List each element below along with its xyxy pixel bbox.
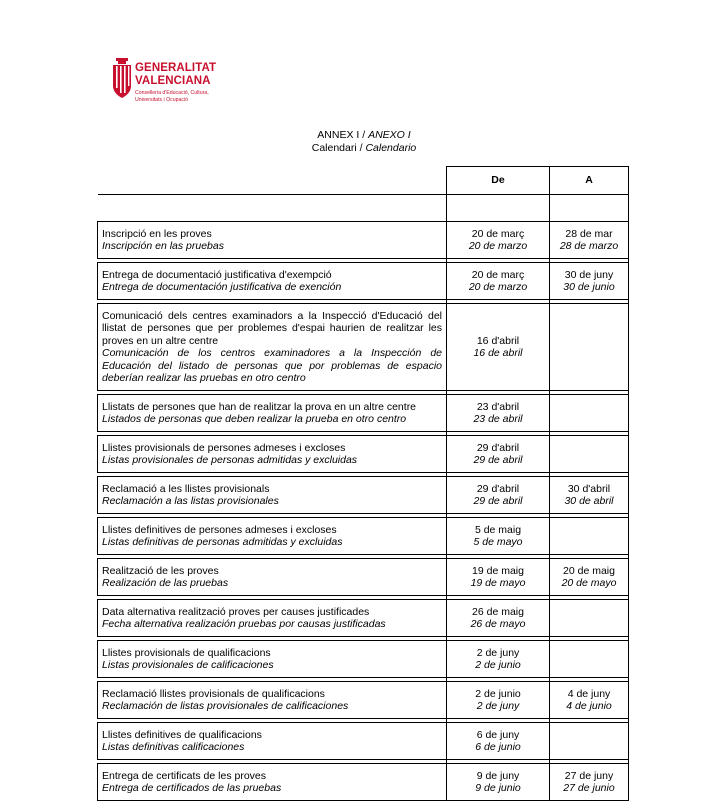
to-date-cell <box>550 395 629 432</box>
calendar-title: Calendari / Calendario <box>311 142 417 154</box>
activity-ca: Llistats de persones que han de realitzar la prova en un altre centre <box>102 400 417 413</box>
from-date-ca: 20 de març <box>471 268 525 281</box>
activity-ca: Data alternativa realització proves per causes justificades <box>102 605 370 618</box>
table-row <box>98 436 629 473</box>
from-date-ca: 29 d'abril <box>476 441 520 454</box>
to-date-cell <box>550 600 629 637</box>
activity-es: Listas provisionales de personas admitidas y excluidas <box>102 454 358 466</box>
table-header-row <box>98 167 629 195</box>
org-name: GENERALITAT VALENCIANA <box>135 62 217 87</box>
activity-cell <box>98 723 447 760</box>
to-date-ca: 27 de juny <box>564 769 614 782</box>
activity-es: Listas provisionales de calificaciones <box>102 659 274 671</box>
activity-es: Realización de las pruebas <box>102 577 229 589</box>
from-date-ca: 2 de juny <box>476 646 520 659</box>
activity-cell <box>98 600 447 637</box>
to-date-ca: 4 de juny <box>567 687 611 700</box>
from-date-ca: 19 de maig <box>472 564 524 577</box>
activity-cell <box>98 304 447 391</box>
to-date-cell <box>550 304 629 391</box>
table-row <box>98 600 629 637</box>
to-date-cell <box>550 436 629 473</box>
from-date-es: 29 de abril <box>473 454 523 466</box>
to-date-cell <box>550 477 629 514</box>
to-date-cell <box>550 222 629 259</box>
table-body <box>98 195 629 801</box>
from-date-cell <box>447 222 550 259</box>
to-date-es: 4 de junio <box>566 700 612 712</box>
table-row <box>98 682 629 719</box>
calendar-table <box>97 166 629 801</box>
activity-es: Listados de personas que deben realizar la prueba en otro centro <box>102 413 407 425</box>
table-row <box>98 263 629 300</box>
to-date-ca: 30 de juny <box>564 268 614 281</box>
from-date-cell <box>447 304 550 391</box>
to-date-ca: 30 d'abril <box>567 482 611 495</box>
row-spacer <box>98 195 629 222</box>
activity-ca: Realització de les proves <box>102 564 219 577</box>
activity-cell <box>98 263 447 300</box>
from-date-ca: 20 de març <box>471 227 525 240</box>
from-date-cell <box>447 263 550 300</box>
header-blank <box>98 167 447 195</box>
annex-title: ANNEX I / ANEXO I <box>317 129 411 141</box>
activity-cell <box>98 395 447 432</box>
from-date-cell <box>447 477 550 514</box>
table-row <box>98 477 629 514</box>
to-date-cell <box>550 723 629 760</box>
from-date-cell <box>447 436 550 473</box>
from-date-ca: 16 d'abril <box>476 334 520 347</box>
activity-ca: Entrega de documentació justificativa d'exempció <box>102 268 332 281</box>
from-date-es: 19 de mayo <box>470 577 526 589</box>
from-date-ca: 23 d'abril <box>476 400 520 413</box>
activity-es: Reclamación a las listas provisionales <box>102 495 279 507</box>
activity-es: Listas definitivas de personas admitidas y excluidas <box>102 536 343 548</box>
from-date-ca: 5 de maig <box>474 523 522 536</box>
activity-ca: Reclamació llistes provisionals de qualificacions <box>102 687 325 700</box>
from-date-ca: 26 de maig <box>472 605 524 618</box>
table-row <box>98 641 629 678</box>
activity-ca: Comunicació dels centres examinadors a la Inspecció d'Educació del llistat de persones que per problemes d'espai haurien de realitzar les proves en un altre centre <box>102 309 442 347</box>
activity-ca: Entrega de certificats de les proves <box>102 769 267 782</box>
from-date-cell <box>447 682 550 719</box>
from-date-es: 2 de juny <box>476 700 520 712</box>
from-date-es: 2 de junio <box>475 659 521 671</box>
from-date-es: 16 de abril <box>473 347 523 359</box>
table-row <box>98 395 629 432</box>
from-date-ca: 29 d'abril <box>476 482 520 495</box>
to-date-cell <box>550 764 629 801</box>
to-date-ca: 20 de maig <box>563 564 615 577</box>
from-date-es: 23 de abril <box>473 413 523 425</box>
activity-ca: Llistes provisionals de persones admeses i excloses <box>102 441 346 454</box>
table-row <box>98 518 629 555</box>
from-date-es: 26 de mayo <box>470 618 526 630</box>
to-date-es: 20 de mayo <box>561 577 617 589</box>
to-date-cell <box>550 682 629 719</box>
header-a: A <box>550 167 629 195</box>
activity-es: Comunicación de los centros examinadores a la Inspección de Educación del listado de personas que por problemas de espacio deberían realizar las pruebas en otro centro <box>102 347 442 384</box>
activity-cell <box>98 518 447 555</box>
from-date-ca: 9 de juny <box>476 769 520 782</box>
from-date-es: 29 de abril <box>473 495 523 507</box>
to-date-ca: 28 de mar <box>565 227 613 240</box>
from-date-cell <box>447 600 550 637</box>
from-date-cell <box>447 559 550 596</box>
activity-cell <box>98 477 447 514</box>
to-date-cell <box>550 641 629 678</box>
to-date-es: 28 de marzo <box>559 240 619 252</box>
table-row <box>98 304 629 391</box>
activity-ca: Llistes definitives de qualificacions <box>102 728 262 741</box>
from-date-cell <box>447 723 550 760</box>
from-date-cell <box>447 641 550 678</box>
activity-es: Fecha alternativa realización pruebas por causas justificadas <box>102 618 386 630</box>
department-name: Conselleria d'Educació, Cultura, Universitats i Ocupació <box>135 90 209 103</box>
activity-es: Listas definitivas calificaciones <box>102 741 245 753</box>
to-date-es: 27 de junio <box>563 782 615 794</box>
activity-cell <box>98 764 447 801</box>
activity-cell <box>98 641 447 678</box>
activity-es: Reclamación de listas provisionales de calificaciones <box>102 700 349 712</box>
to-date-cell <box>550 559 629 596</box>
from-date-cell <box>447 395 550 432</box>
table-row <box>98 723 629 760</box>
from-date-es: 20 de marzo <box>468 240 528 252</box>
activity-cell <box>98 436 447 473</box>
from-date-es: 20 de marzo <box>468 281 528 293</box>
to-date-cell <box>550 518 629 555</box>
from-date-es: 6 de junio <box>475 741 521 753</box>
from-date-cell <box>447 518 550 555</box>
activity-cell <box>98 682 447 719</box>
header-de: De <box>447 167 550 195</box>
from-date-ca: 6 de juny <box>476 728 520 741</box>
activity-ca: Llistes provisionals de qualificacions <box>102 646 271 659</box>
activity-ca: Inscripció en les proves <box>102 227 212 240</box>
to-date-cell <box>550 263 629 300</box>
activity-es: Entrega de certificados de las pruebas <box>102 782 282 794</box>
activity-cell <box>98 559 447 596</box>
to-date-es: 30 de abril <box>564 495 614 507</box>
from-date-es: 9 de junio <box>475 782 521 794</box>
activity-es: Inscripción en las pruebas <box>102 240 224 252</box>
activity-ca: Reclamació a les llistes provisionals <box>102 482 270 495</box>
to-date-es: 30 de junio <box>563 281 615 293</box>
from-date-cell <box>447 764 550 801</box>
from-date-ca: 2 de junio <box>475 687 521 700</box>
generalitat-logo <box>112 58 232 108</box>
from-date-es: 5 de mayo <box>473 536 523 548</box>
table-row <box>98 559 629 596</box>
shield-icon <box>112 58 132 98</box>
activity-ca: Llistes definitives de persones admeses i excloses <box>102 523 337 536</box>
activity-cell <box>98 222 447 259</box>
activity-es: Entrega de documentación justificativa de exención <box>102 281 342 293</box>
table-row <box>98 222 629 259</box>
table-row <box>98 764 629 801</box>
